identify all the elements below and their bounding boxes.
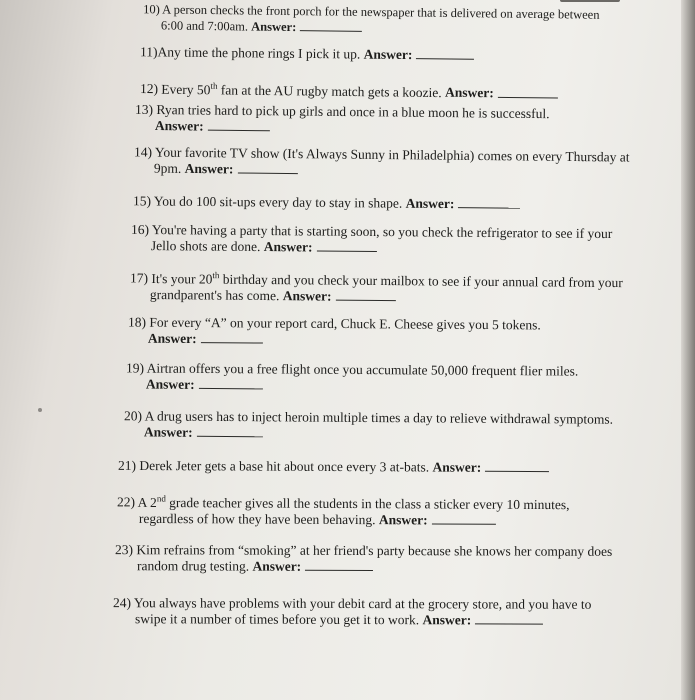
question-17	[130, 266, 623, 307]
question-number: 12)	[139, 80, 159, 97]
answer-blank[interactable]	[498, 86, 558, 98]
answer-label: Answer:	[405, 195, 455, 212]
question-text: Any time the phone rings I pick it up.	[157, 44, 361, 62]
question-19	[126, 360, 578, 395]
question-text: For every “A” on your report card, Chuck E. Cheese gives you 5 tokens.	[149, 314, 541, 333]
question-number: 10)	[143, 2, 160, 17]
question-text: Derek Jeter gets a base hit about once every 3 at-bats.	[139, 457, 430, 475]
question-20	[124, 408, 613, 443]
question-text-cont: 9pm.	[153, 160, 182, 176]
question-text-cont: swipe it a number of times before you get it to work.	[134, 611, 420, 628]
question-14	[134, 144, 630, 181]
question-number: 23)	[115, 542, 134, 558]
page-edge-mark	[560, 0, 620, 2]
question-text-cont: random drug testing.	[136, 558, 250, 574]
answer-blank[interactable]	[336, 289, 396, 301]
question-text: Every 50th fan at the AU rugby match gets a koozie.	[161, 80, 442, 100]
question-number: 11)	[139, 44, 158, 60]
question-13	[135, 102, 550, 138]
paper-speck	[38, 408, 42, 412]
question-11	[140, 44, 475, 64]
question-text-cont: regardless of how they have been behaving.	[138, 510, 376, 527]
answer-label: Answer:	[147, 330, 197, 347]
question-number: 17)	[129, 270, 149, 286]
answer-label: Answer:	[363, 46, 413, 63]
question-text-cont: Jello shots are done.	[150, 238, 261, 255]
question-number: 15)	[132, 193, 152, 209]
answer-label: Answer:	[432, 459, 482, 475]
question-16	[131, 222, 612, 258]
question-text: A drug users has to inject heroin multiple times a day to relieve withdrawal symptoms.	[144, 408, 614, 427]
answer-label: Answer:	[145, 376, 195, 392]
answer-label: Answer:	[154, 118, 204, 134]
answer-blank[interactable]	[197, 426, 263, 437]
answer-blank[interactable]	[317, 241, 377, 253]
question-10	[143, 1, 600, 39]
answer-label: Answer:	[252, 558, 302, 574]
answer-label: Answer:	[422, 612, 472, 628]
answer-label: Answer:	[282, 287, 332, 304]
question-21	[118, 458, 549, 476]
answer-label: Answer:	[251, 19, 297, 35]
question-number: 13)	[135, 101, 154, 118]
question-number: 16)	[131, 221, 150, 238]
answer-label: Answer:	[378, 511, 428, 527]
question-text-cont: 6:00 and 7:00am.	[160, 18, 249, 34]
question-12	[140, 76, 558, 102]
answer-blank[interactable]	[300, 20, 362, 32]
question-text: It's your 20th birthday and you check your mailbox to see if your annual card from your	[151, 269, 623, 290]
question-15	[133, 193, 520, 212]
question-number: 19)	[126, 360, 145, 376]
answer-blank[interactable]	[199, 378, 263, 389]
answer-blank[interactable]	[475, 613, 543, 624]
question-text: You do 100 sit-ups every day to stay in shape.	[153, 193, 403, 211]
answer-blank[interactable]	[305, 560, 373, 571]
question-text-cont: grandparent's has come.	[149, 286, 280, 303]
question-number: 20)	[124, 408, 143, 424]
question-number: 18)	[128, 314, 147, 330]
answer-blank[interactable]	[432, 513, 496, 524]
question-24	[113, 595, 591, 629]
question-text: A 2nd grade teacher gives all the students in the class a sticker every 10 minutes,	[137, 493, 570, 512]
question-22	[117, 490, 570, 529]
answer-label: Answer:	[143, 424, 193, 440]
question-23	[115, 542, 612, 576]
answer-label: Answer:	[184, 160, 234, 177]
answer-label: Answer:	[444, 84, 494, 101]
question-number: 22)	[116, 494, 136, 510]
question-text: You always have problems with your debit card at the grocery store, and you have to	[133, 595, 592, 612]
question-text: A person checks the front porch for the newspaper that is delivered on average between	[162, 2, 600, 22]
answer-blank[interactable]	[416, 48, 474, 60]
question-text: Ryan tries hard to pick up girls and once in a blue moon he is successful.	[156, 102, 550, 122]
question-18	[128, 315, 541, 350]
question-number: 24)	[113, 595, 132, 611]
question-text: Airtran offers you a free flight once you accumulate 50,000 frequent flier miles.	[146, 360, 579, 379]
page-edge-shadow	[681, 0, 695, 700]
answer-blank[interactable]	[458, 197, 520, 209]
answer-blank[interactable]	[237, 162, 297, 174]
answer-label: Answer:	[263, 239, 313, 255]
answer-blank[interactable]	[201, 332, 263, 343]
answer-blank[interactable]	[208, 120, 270, 132]
question-text: Kim refrains from “smoking” at her friend's party because she knows her company does	[136, 542, 613, 559]
question-text: Your favorite TV show (It's Always Sunny in Philadelphia) comes on every Thursday at	[154, 144, 630, 165]
question-number: 21)	[117, 457, 137, 473]
question-text: You're having a party that is starting soon, so you check the refrigerator to see if your	[151, 222, 613, 242]
answer-blank[interactable]	[485, 461, 549, 472]
question-number: 14)	[134, 144, 153, 160]
